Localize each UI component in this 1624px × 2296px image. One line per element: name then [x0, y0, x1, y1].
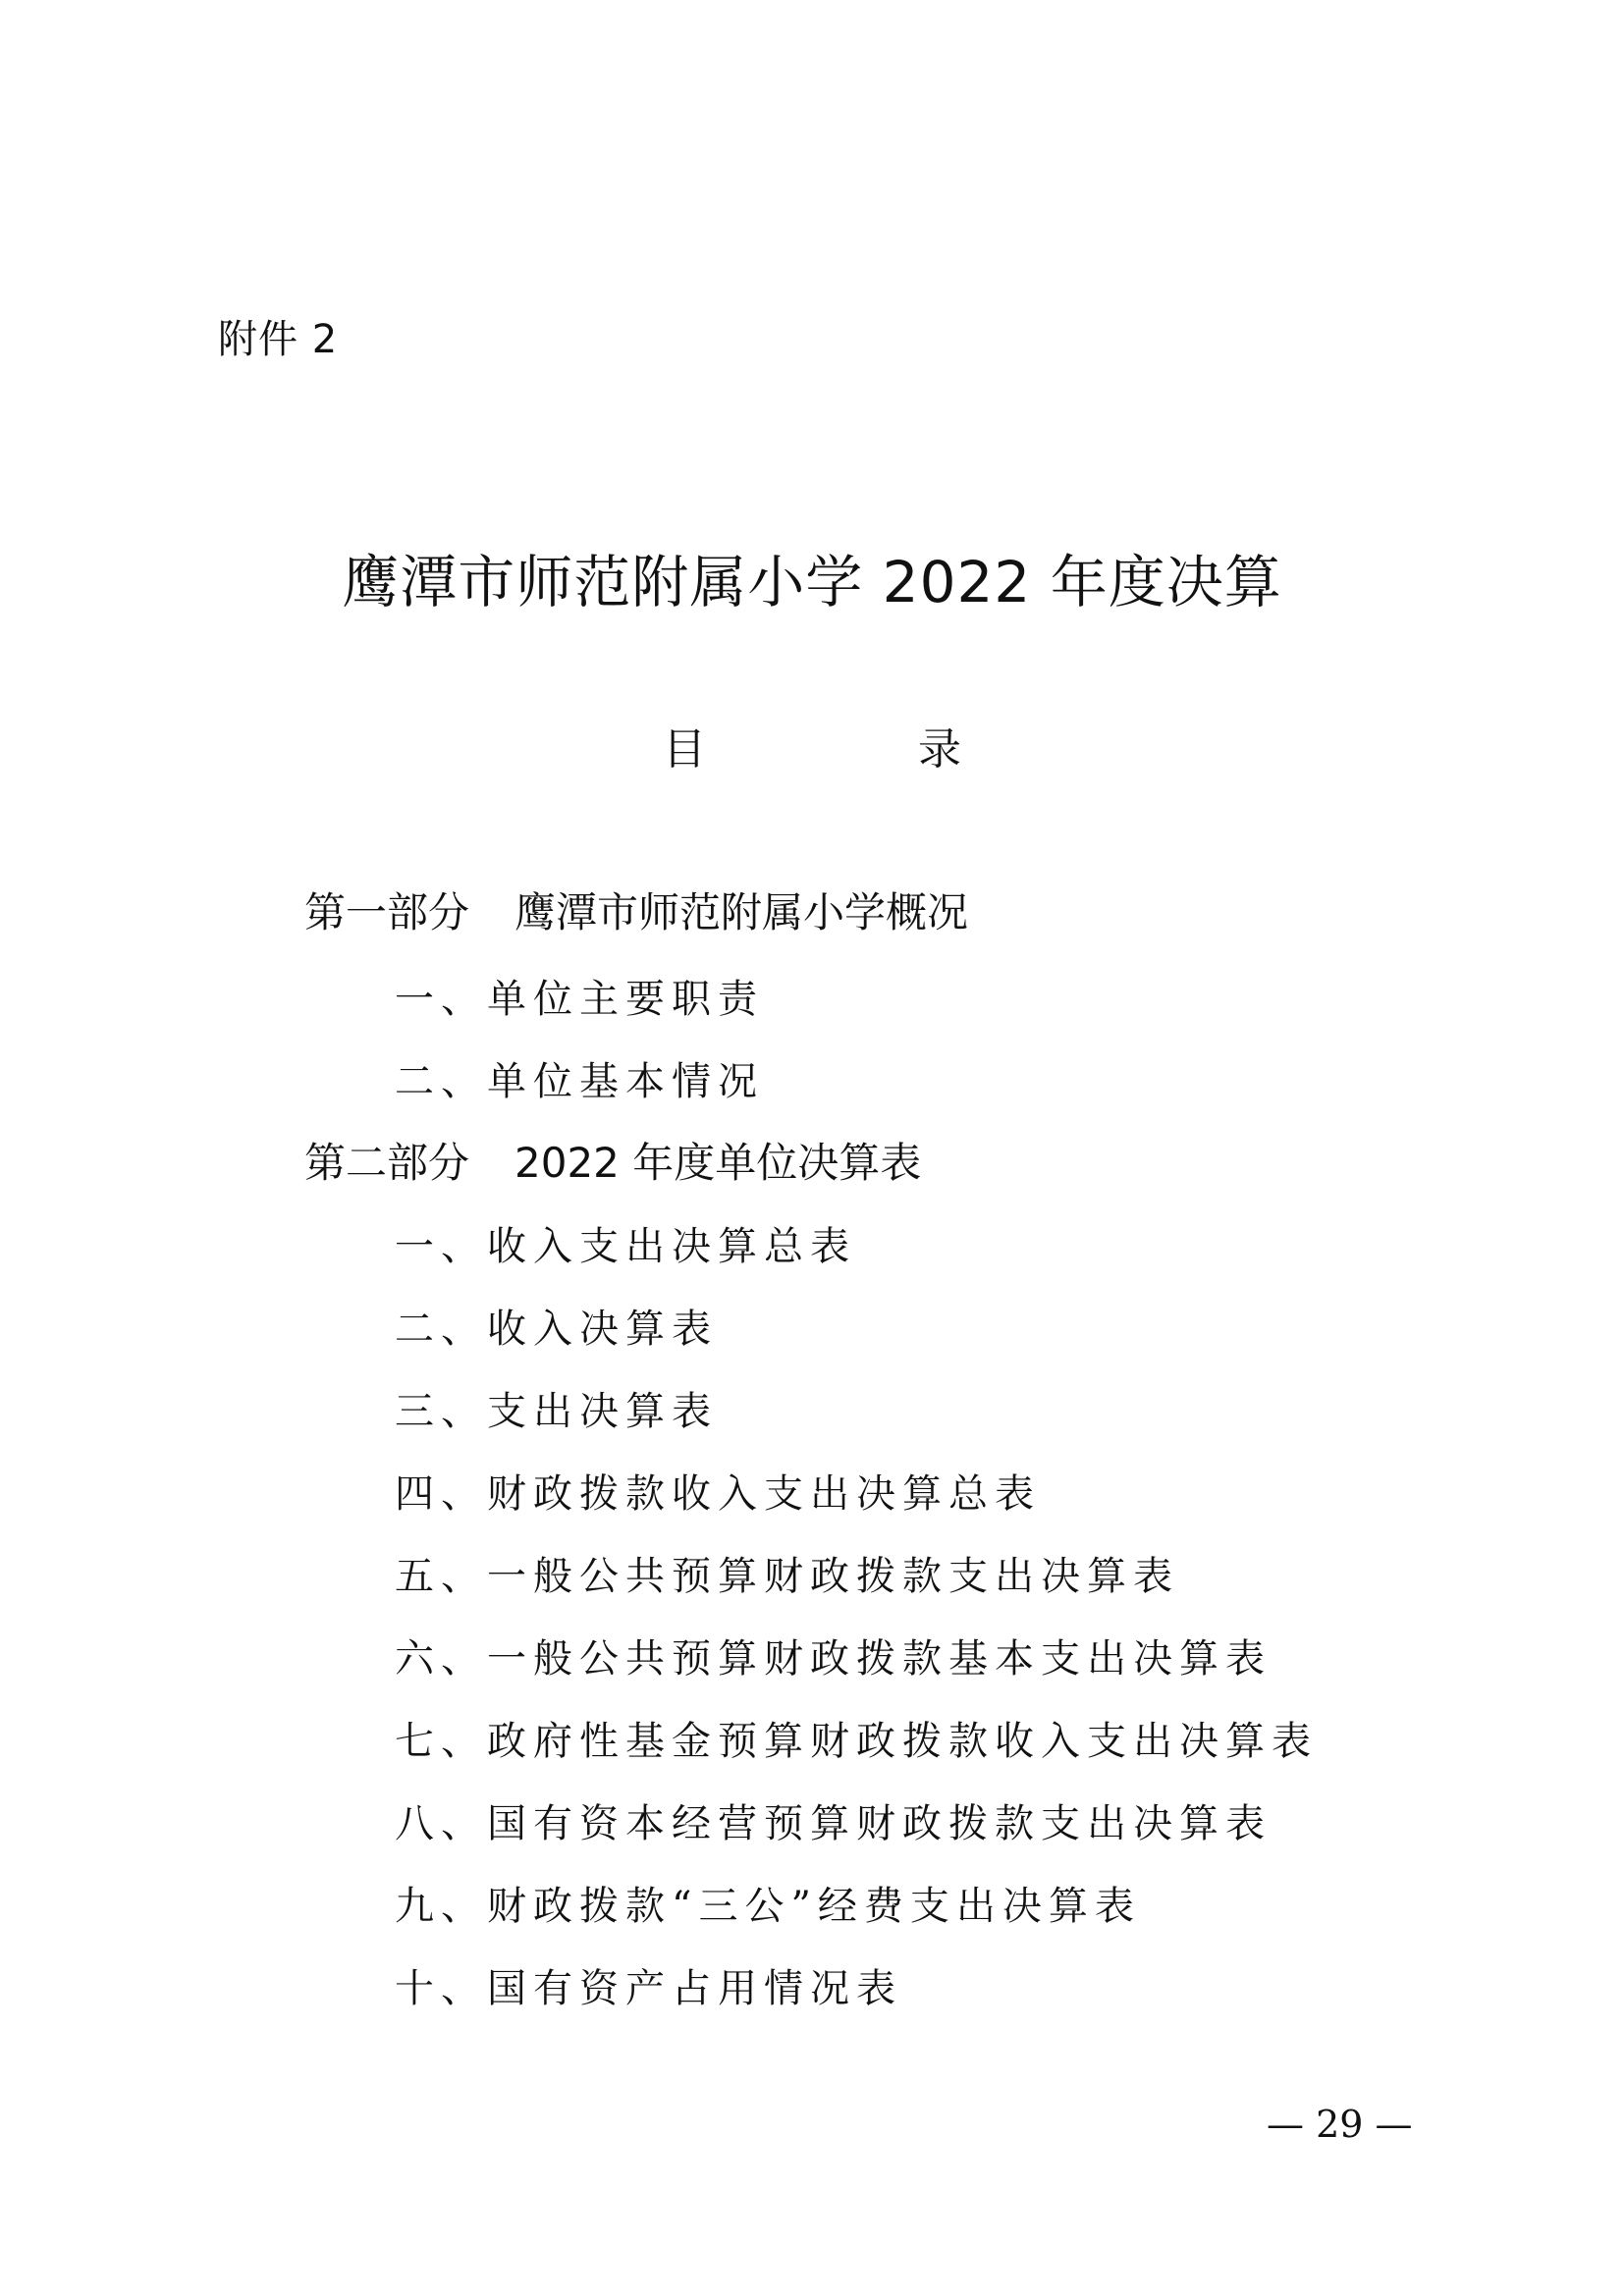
toc-item: 三、支出决算表: [395, 1389, 718, 1434]
toc-item: 一、单位主要职责: [395, 977, 764, 1022]
page-number: — 29 —: [1267, 2103, 1413, 2146]
toc-item: 二、收入决算表: [395, 1307, 718, 1352]
attachment-label: 附件 2: [218, 317, 339, 362]
toc-part-1: [304, 883, 968, 942]
toc-item: 二、单位基本情况: [395, 1059, 764, 1104]
toc-item: 八、国有资本经营预算财政拨款支出决算表: [395, 1801, 1272, 1846]
toc-part-2: [304, 1134, 921, 1193]
toc-item: 四、财政拨款收入支出决算总表: [395, 1471, 1041, 1517]
toc-item: 九、财政拨款“三公”经费支出决算表: [395, 1884, 1141, 1929]
toc-item: 十、国有资产占用情况表: [395, 1966, 902, 2011]
toc-item: 六、一般公共预算财政拨款基本支出决算表: [395, 1636, 1272, 1682]
toc-part-2-title: 2022 年度单位决算表: [514, 1139, 922, 1187]
toc-heading: 目 录: [663, 724, 1046, 774]
toc-part-2-label: 第二部分: [304, 1139, 470, 1187]
toc-part-1-title: 鹰潭市师范附属小学概况: [514, 888, 969, 936]
toc-part-1-label: 第一部分: [304, 888, 470, 936]
toc-item: 五、一般公共预算财政拨款支出决算表: [395, 1554, 1179, 1599]
toc-item: 一、收入支出决算总表: [395, 1224, 856, 1269]
document-title: 鹰潭市师范附属小学 2022 年度决算: [342, 549, 1282, 615]
toc-item: 七、政府性基金预算财政拨款收入支出决算表: [395, 1719, 1318, 1764]
